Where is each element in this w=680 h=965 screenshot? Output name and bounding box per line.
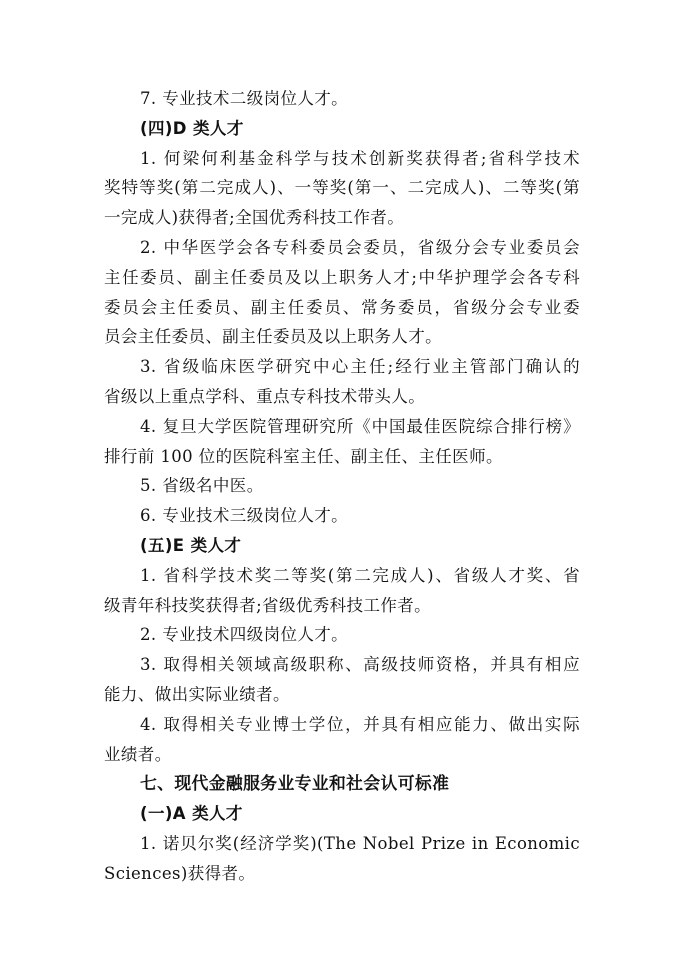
section-heading-finance: 七、现代金融服务业专业和社会认可标准 <box>140 773 450 794</box>
d-item-1-line-3: 一完成人)获得者;全国优秀科技工作者。 <box>104 208 405 228</box>
document-page <box>104 84 580 889</box>
subheading-d-class: (四)D 类人才 <box>140 118 244 138</box>
e-item-4-line-2: 业绩者。 <box>104 744 172 764</box>
item-7-senior-level-2: 7. 专业技术二级岗位人才。 <box>140 89 349 108</box>
d-item-5: 5. 省级名中医。 <box>140 476 264 496</box>
subheading-a-class: (一)A 类人才 <box>140 804 243 824</box>
d-item-3-line-1: 3. 省级临床医学研究中心主任;经行业主管部门确认的 <box>140 357 580 377</box>
d-item-1-line-2: 奖特等奖(第二完成人)、一等奖(第一、二完成人)、二等奖(第 <box>104 178 580 198</box>
e-item-1-line-2: 级青年科技奖获得者;省级优秀科技工作者。 <box>104 595 432 615</box>
d-item-3-line-2: 省级以上重点学科、重点专科技术带头人。 <box>104 386 426 406</box>
d-item-1-line-1: 1. 何梁何利基金科学与技术创新奖获得者;省科学技术 <box>140 148 580 168</box>
e-item-1-line-1: 1. 省科学技术奖二等奖(第二完成人)、省级人才奖、省 <box>140 565 580 585</box>
e-item-4-line-1: 4. 取得相关专业博士学位，并具有相应能力、做出实际 <box>140 714 580 734</box>
d-item-6: 6. 专业技术三级岗位人才。 <box>140 506 349 526</box>
d-item-2-line-3: 委员会主任委员、副主任委员、常务委员，省级分会专业委 <box>104 297 580 317</box>
a-item-1-line-1: 1. 诺贝尔奖(经济学奖)(The Nobel Prize in Economic <box>140 833 580 853</box>
subheading-e-class: (五)E 类人才 <box>140 535 242 555</box>
d-item-2-line-4: 员会主任委员、副主任委员及以上职务人才。 <box>104 327 442 347</box>
e-item-3-line-1: 3. 取得相关领域高级职称、高级技师资格，并具有相应 <box>140 655 580 675</box>
e-item-2: 2. 专业技术四级岗位人才。 <box>140 625 349 645</box>
a-item-1-line-2: Sciences)获得者。 <box>104 863 256 883</box>
d-item-4-line-1: 4. 复旦大学医院管理研究所《中国最佳医院综合排行榜》 <box>140 416 580 436</box>
d-item-4-line-2: 排行前 100 位的医院科室主任、副主任、主任医师。 <box>104 446 503 466</box>
d-item-2-line-1: 2. 中华医学会各专科委员会委员，省级分会专业委员会 <box>140 237 580 257</box>
d-item-2-line-2: 主任委员、副主任委员及以上职务人才;中华护理学会各专科 <box>104 267 580 287</box>
e-item-3-line-2: 能力、做出实际业绩者。 <box>104 684 290 704</box>
